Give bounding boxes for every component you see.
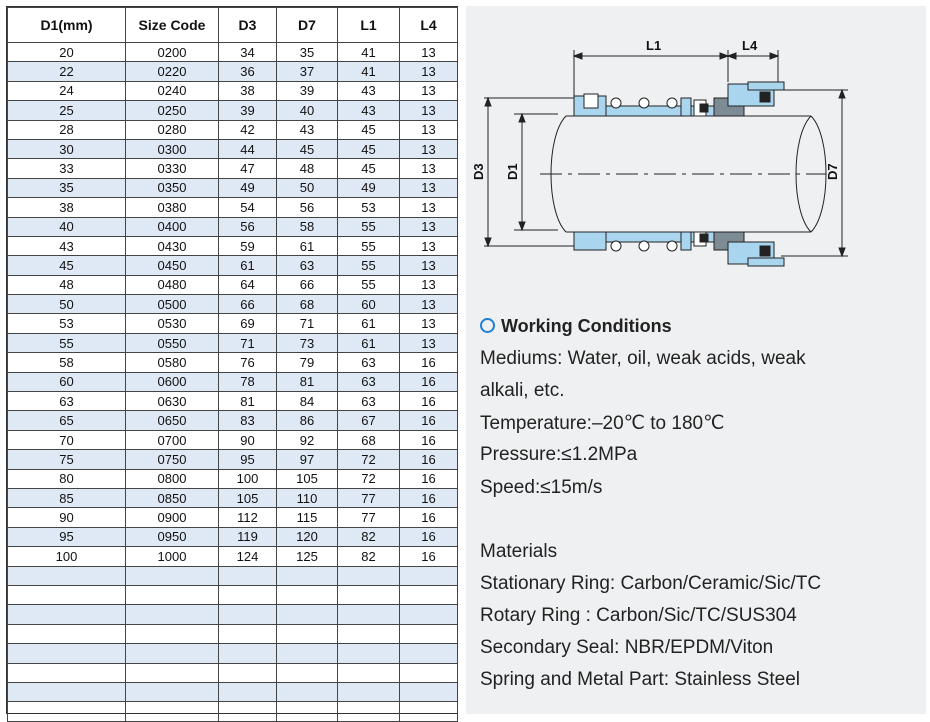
table-cell: 72 [338, 469, 400, 488]
mediums-line-2: alkali, etc. [480, 380, 565, 401]
table-row [8, 314, 458, 333]
table-cell: 70 [8, 430, 126, 449]
table-row [8, 178, 458, 197]
table-cell: 13 [400, 43, 458, 62]
table-row [8, 101, 458, 120]
table-row-empty [8, 663, 458, 682]
table-cell: 105 [219, 488, 277, 507]
label-l4: L4 [742, 38, 758, 53]
table-row [8, 43, 458, 62]
rotary-ring-line: Rotary Ring : Carbon/Sic/TC/SUS304 [480, 605, 797, 626]
table-cell: 16 [400, 469, 458, 488]
table-cell: 16 [400, 450, 458, 469]
table-cell: 61 [338, 333, 400, 352]
table-row [8, 139, 458, 158]
table-cell: 16 [400, 527, 458, 546]
dimension-table [7, 7, 458, 722]
table-row [8, 488, 458, 507]
table-cell-empty [338, 605, 400, 624]
table-cell: 35 [277, 43, 338, 62]
table-cell-empty [400, 566, 458, 585]
table-cell: 63 [277, 256, 338, 275]
label-d7: D7 [825, 163, 840, 180]
table-cell-empty [8, 663, 126, 682]
table-cell-empty [126, 682, 219, 701]
table-cell: 49 [219, 178, 277, 197]
table-cell: 16 [400, 508, 458, 527]
table-cell: 0630 [126, 392, 219, 411]
speed-line: Speed:≤15m/s [480, 477, 603, 498]
table-row [8, 295, 458, 314]
table-cell: 38 [8, 198, 126, 217]
table-cell: 71 [219, 333, 277, 352]
table-row [8, 217, 458, 236]
table-cell: 61 [338, 314, 400, 333]
table-cell: 100 [8, 547, 126, 566]
table-cell-empty [277, 644, 338, 663]
table-cell: 95 [219, 450, 277, 469]
table-cell: 105 [277, 469, 338, 488]
table-row-empty [8, 702, 458, 721]
table-cell: 55 [338, 217, 400, 236]
table-cell: 0220 [126, 62, 219, 81]
table-cell: 86 [277, 411, 338, 430]
table-cell: 90 [8, 508, 126, 527]
table-cell: 16 [400, 372, 458, 391]
table-cell-empty [8, 605, 126, 624]
table-cell: 13 [400, 295, 458, 314]
table-cell: 0480 [126, 275, 219, 294]
table-cell-empty [277, 566, 338, 585]
table-cell: 41 [338, 62, 400, 81]
table-header-row [8, 8, 458, 43]
table-cell: 13 [400, 236, 458, 255]
table-cell: 77 [338, 508, 400, 527]
table-cell: 16 [400, 488, 458, 507]
table-cell: 43 [277, 120, 338, 139]
table-row [8, 527, 458, 546]
table-row [8, 256, 458, 275]
table-cell-empty [338, 566, 400, 585]
table-cell-empty [338, 585, 400, 604]
table-cell: 0550 [126, 333, 219, 352]
table-body [8, 43, 458, 722]
table-cell: 44 [219, 139, 277, 158]
table-cell-empty [277, 624, 338, 643]
table-cell: 100 [219, 469, 277, 488]
table-cell: 0530 [126, 314, 219, 333]
table-cell: 0250 [126, 101, 219, 120]
dimension-table-panel [6, 6, 458, 714]
table-cell: 35 [8, 178, 126, 197]
table-row-empty [8, 644, 458, 663]
table-cell: 0280 [126, 120, 219, 139]
table-cell-empty [338, 663, 400, 682]
table-cell: 63 [338, 353, 400, 372]
table-row [8, 430, 458, 449]
table-row [8, 120, 458, 139]
table-cell: 115 [277, 508, 338, 527]
table-row [8, 333, 458, 352]
working-conditions-title: Working Conditions [501, 316, 672, 336]
table-cell-empty [126, 605, 219, 624]
table-cell-empty [219, 663, 277, 682]
table-cell: 43 [338, 81, 400, 100]
table-cell: 83 [219, 411, 277, 430]
table-cell-empty [400, 624, 458, 643]
col-header-d1: D1(mm) [8, 8, 126, 43]
table-row [8, 411, 458, 430]
table-cell-empty [126, 566, 219, 585]
table-cell: 0700 [126, 430, 219, 449]
table-cell: 0600 [126, 372, 219, 391]
table-cell: 0450 [126, 256, 219, 275]
table-cell: 95 [8, 527, 126, 546]
table-row-empty [8, 566, 458, 585]
table-cell: 22 [8, 62, 126, 81]
table-cell: 45 [338, 120, 400, 139]
table-cell: 82 [338, 527, 400, 546]
table-cell: 55 [338, 236, 400, 255]
table-cell: 110 [277, 488, 338, 507]
table-cell-empty [400, 585, 458, 604]
table-cell: 82 [338, 547, 400, 566]
table-cell: 90 [219, 430, 277, 449]
table-cell: 0900 [126, 508, 219, 527]
table-cell: 78 [219, 372, 277, 391]
table-row [8, 450, 458, 469]
table-cell-empty [126, 624, 219, 643]
working-conditions-heading [480, 316, 672, 337]
table-cell: 120 [277, 527, 338, 546]
table-cell: 71 [277, 314, 338, 333]
table-cell-empty [277, 663, 338, 682]
table-cell-empty [219, 566, 277, 585]
table-cell: 66 [219, 295, 277, 314]
table-cell: 45 [277, 139, 338, 158]
table-cell: 0950 [126, 527, 219, 546]
table-cell: 55 [8, 333, 126, 352]
table-cell-empty [8, 682, 126, 701]
table-cell: 38 [219, 81, 277, 100]
table-cell: 76 [219, 353, 277, 372]
table-cell: 68 [277, 295, 338, 314]
table-cell-empty [338, 702, 400, 721]
table-cell: 53 [338, 198, 400, 217]
table-cell: 16 [400, 547, 458, 566]
circle-bullet-icon [480, 318, 495, 333]
table-cell: 112 [219, 508, 277, 527]
table-cell: 0500 [126, 295, 219, 314]
col-header-size-code: Size Code [126, 8, 219, 43]
table-cell: 68 [338, 430, 400, 449]
table-cell: 56 [277, 198, 338, 217]
table-cell: 42 [219, 120, 277, 139]
table-cell: 61 [219, 256, 277, 275]
table-cell: 16 [400, 353, 458, 372]
table-cell: 25 [8, 101, 126, 120]
table-cell: 45 [338, 159, 400, 178]
table-cell: 45 [8, 256, 126, 275]
table-cell: 84 [277, 392, 338, 411]
table-cell: 0240 [126, 81, 219, 100]
table-cell: 59 [219, 236, 277, 255]
col-header-d7: D7 [277, 8, 338, 43]
table-cell: 13 [400, 217, 458, 236]
col-header-d3: D3 [219, 8, 277, 43]
table-row-empty [8, 605, 458, 624]
table-cell: 80 [8, 469, 126, 488]
table-row [8, 508, 458, 527]
table-cell: 0850 [126, 488, 219, 507]
table-cell-empty [277, 605, 338, 624]
table-cell: 43 [8, 236, 126, 255]
table-cell: 41 [338, 43, 400, 62]
table-cell: 16 [400, 411, 458, 430]
table-cell: 0350 [126, 178, 219, 197]
table-row [8, 81, 458, 100]
temperature-line: Temperature:–20℃ to 180℃ [480, 413, 725, 434]
table-row [8, 62, 458, 81]
table-cell: 63 [338, 372, 400, 391]
table-cell: 0200 [126, 43, 219, 62]
stationary-ring-line: Stationary Ring: Carbon/Ceramic/Sic/TC [480, 573, 822, 594]
table-cell: 34 [219, 43, 277, 62]
table-row [8, 159, 458, 178]
table-cell: 81 [219, 392, 277, 411]
table-row [8, 469, 458, 488]
table-cell: 60 [338, 295, 400, 314]
table-cell-empty [277, 682, 338, 701]
table-cell-empty [277, 585, 338, 604]
table-cell: 0430 [126, 236, 219, 255]
table-cell: 61 [277, 236, 338, 255]
table-cell: 55 [338, 256, 400, 275]
table-cell: 39 [277, 81, 338, 100]
table-cell-empty [8, 566, 126, 585]
table-cell-empty [8, 585, 126, 604]
seal-cross-section-diagram [466, 6, 926, 296]
table-cell: 125 [277, 547, 338, 566]
table-cell: 58 [8, 353, 126, 372]
table-cell: 79 [277, 353, 338, 372]
table-cell-empty [126, 585, 219, 604]
table-cell: 13 [400, 178, 458, 197]
table-cell: 55 [338, 275, 400, 294]
table-cell: 13 [400, 159, 458, 178]
table-row [8, 198, 458, 217]
label-d3: D3 [471, 163, 486, 180]
table-cell: 0300 [126, 139, 219, 158]
table-cell-empty [219, 585, 277, 604]
table-cell-empty [126, 663, 219, 682]
table-cell: 1000 [126, 547, 219, 566]
table-cell: 24 [8, 81, 126, 100]
table-cell: 53 [8, 314, 126, 333]
table-cell: 36 [219, 62, 277, 81]
table-cell: 0380 [126, 198, 219, 217]
col-header-l1: L1 [338, 8, 400, 43]
table-cell-empty [219, 624, 277, 643]
table-cell-empty [400, 644, 458, 663]
materials-title: Materials [480, 541, 558, 562]
table-cell: 73 [277, 333, 338, 352]
table-cell: 13 [400, 139, 458, 158]
table-cell: 85 [8, 488, 126, 507]
table-row [8, 392, 458, 411]
table-cell: 48 [8, 275, 126, 294]
table-cell: 60 [8, 372, 126, 391]
table-cell: 16 [400, 430, 458, 449]
table-cell: 13 [400, 120, 458, 139]
table-cell: 13 [400, 62, 458, 81]
table-cell: 37 [277, 62, 338, 81]
table-cell-empty [277, 702, 338, 721]
table-cell: 47 [219, 159, 277, 178]
info-panel [466, 6, 926, 714]
table-cell: 40 [277, 101, 338, 120]
table-cell: 30 [8, 139, 126, 158]
table-cell: 13 [400, 314, 458, 333]
spring-metal-line: Spring and Metal Part: Stainless Steel [480, 669, 801, 690]
table-cell-empty [338, 624, 400, 643]
table-cell: 13 [400, 333, 458, 352]
table-row-empty [8, 624, 458, 643]
table-row [8, 236, 458, 255]
table-cell: 0750 [126, 450, 219, 469]
pressure-line: Pressure:≤1.2MPa [480, 444, 638, 465]
table-row [8, 372, 458, 391]
table-cell: 75 [8, 450, 126, 469]
table-cell-empty [8, 702, 126, 721]
label-l1: L1 [646, 38, 662, 53]
table-cell: 81 [277, 372, 338, 391]
table-cell-empty [219, 644, 277, 663]
table-cell: 43 [338, 101, 400, 120]
table-cell: 28 [8, 120, 126, 139]
table-cell-empty [219, 605, 277, 624]
table-cell: 124 [219, 547, 277, 566]
table-cell: 77 [338, 488, 400, 507]
table-cell-empty [219, 682, 277, 701]
table-cell: 48 [277, 159, 338, 178]
table-cell-empty [219, 702, 277, 721]
table-cell: 50 [8, 295, 126, 314]
table-cell: 0650 [126, 411, 219, 430]
table-cell: 40 [8, 217, 126, 236]
table-cell: 39 [219, 101, 277, 120]
table-cell-empty [8, 624, 126, 643]
table-cell-empty [400, 702, 458, 721]
table-cell: 69 [219, 314, 277, 333]
table-cell: 64 [219, 275, 277, 294]
mediums-line-1: Mediums: Water, oil, weak acids, weak [480, 348, 806, 369]
table-cell: 58 [277, 217, 338, 236]
table-cell: 0330 [126, 159, 219, 178]
table-cell-empty [126, 702, 219, 721]
table-cell: 54 [219, 198, 277, 217]
table-cell: 0400 [126, 217, 219, 236]
table-cell-empty [400, 682, 458, 701]
table-cell: 50 [277, 178, 338, 197]
table-cell: 67 [338, 411, 400, 430]
table-row-empty [8, 585, 458, 604]
table-cell: 13 [400, 275, 458, 294]
table-cell: 56 [219, 217, 277, 236]
table-cell: 119 [219, 527, 277, 546]
table-cell-empty [8, 644, 126, 663]
label-d1: D1 [505, 163, 520, 180]
table-cell: 13 [400, 256, 458, 275]
table-cell: 63 [338, 392, 400, 411]
table-cell: 13 [400, 198, 458, 217]
table-cell: 13 [400, 81, 458, 100]
secondary-seal-line: Secondary Seal: NBR/EPDM/Viton [480, 637, 774, 658]
table-cell: 65 [8, 411, 126, 430]
table-cell: 66 [277, 275, 338, 294]
table-cell: 0800 [126, 469, 219, 488]
table-cell-empty [126, 644, 219, 663]
table-cell: 72 [338, 450, 400, 469]
table-cell-empty [400, 663, 458, 682]
table-cell: 16 [400, 392, 458, 411]
table-cell: 20 [8, 43, 126, 62]
table-cell: 33 [8, 159, 126, 178]
table-cell: 49 [338, 178, 400, 197]
table-row [8, 547, 458, 566]
table-row [8, 275, 458, 294]
table-cell-empty [338, 644, 400, 663]
col-header-l4: L4 [400, 8, 458, 43]
table-cell: 0580 [126, 353, 219, 372]
table-cell-empty [400, 605, 458, 624]
table-cell: 13 [400, 101, 458, 120]
table-row-empty [8, 682, 458, 701]
table-cell: 92 [277, 430, 338, 449]
table-cell: 97 [277, 450, 338, 469]
table-cell: 45 [338, 139, 400, 158]
table-cell: 63 [8, 392, 126, 411]
table-row [8, 353, 458, 372]
table-cell-empty [338, 682, 400, 701]
